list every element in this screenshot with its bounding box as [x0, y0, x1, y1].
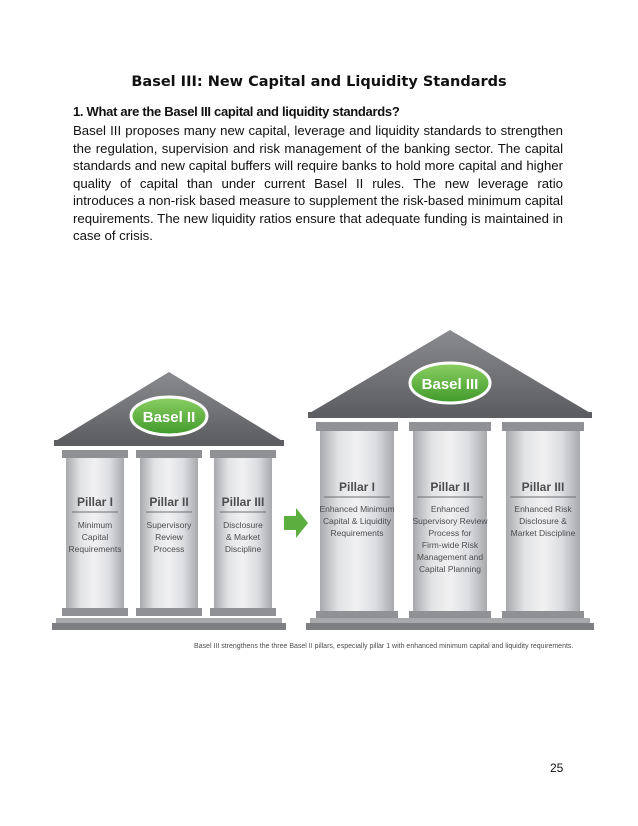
right-arrow-icon [284, 508, 308, 538]
body-paragraph: Basel III proposes many new capital, leverage and liquidity standards to strengthen the regulation, supervision and risk management of the banking sector. The capital standards and new capital buffers will require banks to hold more capital and higher quality of capital than under current Basel II rules. The new leverage ratio introduces a non-risk based measure to supplement the risk-based minimum capital requirements. The new liquidity ratios ensure that adequate funding is maintained in case of crisis. [73, 123, 563, 243]
basel2-pillar-1 [62, 450, 128, 616]
basel2-pillar-2 [136, 450, 202, 616]
figure-caption: Basel III strengthens the three Basel II pillars, especially pillar 1 with enhanced minimum capital and liquidity requirements. [194, 643, 574, 650]
basel3-pillar-3-title: Pillar III [521, 480, 565, 494]
basel3-pillar-2 [409, 422, 491, 618]
basel2-pillar-2-title: Pillar II [149, 495, 189, 509]
basel3-pillar-2-line-3: Process for [428, 528, 472, 538]
basel3-pillar-3 [502, 422, 584, 618]
basel2-pillar-3-line-2: & Market [225, 532, 261, 542]
basel3-pillar-2-line-2: Supervisory Review [412, 516, 488, 526]
page-number: 25 [550, 761, 564, 775]
basel3-pillar-2-line-6: Capital Planning [419, 564, 481, 574]
basel2-pillar-2-line-3: Process [153, 544, 185, 554]
basel2-roof-beam [54, 440, 284, 446]
basel2-base-top [56, 618, 282, 623]
basel3-pillar-2-line-5: Management and [416, 552, 484, 562]
document-title: Basel III: New Capital and Liquidity Standards [131, 74, 507, 90]
basel2-pillar-3-line-1: Disclosure [223, 520, 263, 530]
basel-pillars-figure [52, 330, 612, 660]
basel3-pillar-1 [316, 422, 398, 618]
basel3-badge-label: Basel III [421, 376, 479, 393]
basel2-pillar-3-line-3: Discipline [224, 544, 262, 554]
basel3-pillar-1-line-3: Requirements [330, 528, 384, 538]
basel2-pillar-1-line-3: Requirements [68, 544, 122, 554]
basel3-base-top [310, 618, 590, 623]
basel2-pillar-3 [210, 450, 276, 616]
basel3-pillar-2-line-1: Enhanced [430, 504, 470, 514]
basel2-base [52, 623, 286, 630]
basel3-pillar-2-line-4: Firm-wide Risk [421, 540, 479, 550]
basel2-pillar-1-line-2: Capital [81, 532, 109, 542]
basel2-pillar-2-line-1: Supervisory [146, 520, 192, 530]
basel3-roof-beam [308, 412, 592, 418]
basel3-pillar-3-line-1: Enhanced Risk [514, 504, 572, 514]
basel2-badge-label: Basel II [142, 409, 196, 426]
basel3-base [306, 623, 594, 630]
basel3-pillar-1-line-1: Enhanced Minimum [319, 504, 395, 514]
basel2-pillar-2-line-2: Review [155, 532, 183, 542]
basel3-pillar-3-line-2: Disclosure & [519, 516, 567, 526]
basel3-pillar-1-line-2: Capital & Liquidity [322, 516, 392, 526]
basel3-pillar-1-title: Pillar I [338, 480, 376, 494]
question-heading: 1. What are the Basel III capital and liquidity standards? [73, 104, 400, 119]
basel3-pillar-2-title: Pillar II [430, 480, 470, 494]
basel2-pillar-1-title: Pillar I [76, 495, 114, 509]
basel2-pillar-3-title: Pillar III [221, 495, 265, 509]
basel2-temple [52, 372, 286, 630]
basel3-temple [306, 330, 594, 630]
basel3-pillar-3-line-3: Market Discipline [510, 528, 576, 538]
basel2-pillar-1-line-1: Minimum [77, 520, 113, 530]
